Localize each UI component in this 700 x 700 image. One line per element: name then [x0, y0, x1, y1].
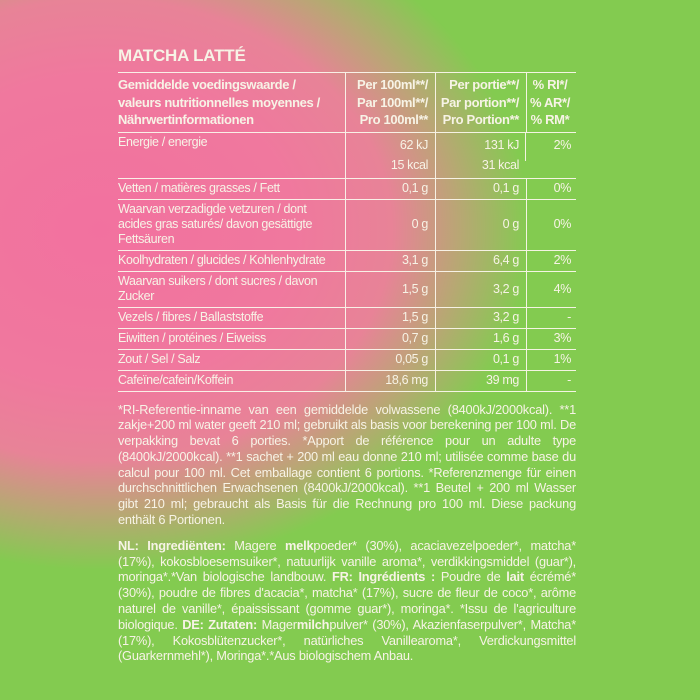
ri-percent-value: 0%	[526, 200, 576, 250]
nutrient-label: Waarvan verzadigde vetzuren / dont acides gras saturés/ davon gesättigte Fettsäuren	[118, 202, 313, 246]
ingredients-text	[118, 538, 576, 664]
ri-percent-value: 2%	[526, 251, 576, 271]
nutrient-label: Energie / energie	[118, 135, 208, 149]
header-line: Par portion**/	[440, 94, 519, 110]
ri-percent-value: 0%	[526, 179, 576, 199]
table-row	[118, 307, 576, 328]
table-row	[118, 250, 576, 271]
per-100ml-value: 0,05 g	[345, 350, 435, 370]
header-line: Pro 100ml**	[359, 112, 428, 127]
per-100ml-value: 0,1 g	[345, 179, 435, 199]
ingredient-segment: Magere	[234, 537, 286, 553]
per-portion-value: 3,2 g	[435, 308, 526, 328]
nutrition-table	[118, 72, 576, 392]
ingredient-segment: poeder* (30%), acaciavezelpoeder*, matcha* (17%), kokosbloesemsuiker*, natuurlijk vanille aroma*, verdikkingsmiddel (guar*), moringa*.*Van biologische landbouw.	[118, 537, 576, 585]
ri-percent-value: -	[526, 308, 576, 328]
nutrition-label	[118, 46, 576, 664]
header-line: Per 100ml**/	[357, 77, 428, 92]
table-row	[118, 199, 576, 250]
per-100ml-value: 62 kJ 15 kcal	[345, 133, 435, 178]
ingredient-segment-bold: lait	[506, 569, 524, 585]
table-row	[118, 370, 576, 391]
ingredient-segment: pulver* (30%), Akazienfaserpulver*, Matcha* (17%), Kokosblütenzucker*, natürliches Vanillearoma*, Verdickungsmittel (Guarkernmehl*), Moringa*.*Aus biologischem Anbau.	[118, 616, 576, 664]
table-row	[118, 271, 576, 307]
header-line: Gemiddelde voedingswaarde /	[118, 77, 296, 92]
per-portion-value: 39 mg	[435, 371, 526, 391]
ingredient-segment-bold: milch	[296, 616, 330, 632]
header-line: % RM*	[530, 112, 570, 127]
nutrient-label: Eiwitten / protéines / Eiweiss	[118, 331, 266, 345]
header-line: % AR*/	[529, 94, 571, 110]
header-ri-percent	[526, 73, 576, 132]
header-line: Par 100ml**/	[357, 94, 428, 110]
per-portion-value: 6,4 g	[435, 251, 526, 271]
header-nutrition-info	[118, 73, 345, 132]
ingredient-segment-bold: FR: Ingrédients :	[331, 569, 441, 585]
table-row	[118, 132, 576, 178]
ingredient-segment: écrémé* (30%), poudre de fibres d'acacia*, matcha* (17%), sucre de fleur de coco*, arôme naturel de vanille*, épaississant (gomme guar*), moringa*. *Issu de l'agriculture biologique.	[118, 569, 577, 632]
header-per-portion	[435, 73, 526, 132]
reference-footnote: *RI-Referentie-inname van een gemiddelde volwassene (8400kJ/2000kcal). **1 zakje+200 ml water geeft 210 ml; gebruikt als basis voor berekening per 100 ml. De verpakking bevat 6 porties. *Apport de référence pour un adulte type (8400kJ/2000kcal). **1 sachet + 200 ml eau donne 210 ml; utilisée comme base du calcul pour 100 ml. Cet emballage contient 6 portions. *Referenzmenge für einen durchschnittlichen Erwachsenen (8400kJ/2000kcal). **1 Beutel + 200 ml Wasser gibt 210 ml; gebraucht als Basis für die Rechnung pro 100 ml. Diese packung enthält 6 Portionen.	[118, 401, 576, 528]
product-title: MATCHA LATTÉ	[118, 46, 246, 65]
per-portion-value: 0,1 g	[435, 179, 526, 199]
ingredient-segment: Poudre de	[440, 569, 507, 585]
ri-percent-value: 2%	[526, 133, 576, 178]
table-row	[118, 178, 576, 199]
ri-percent-value: -	[526, 371, 576, 391]
nutrient-label: Koolhydraten / glucides / Kohlenhydrate	[118, 253, 326, 267]
header-line: Pro Portion**	[442, 112, 519, 127]
ri-percent-value: 1%	[526, 350, 576, 370]
table-row	[118, 328, 576, 349]
header-line: Per portie**/	[449, 77, 519, 92]
header-per-100ml	[345, 73, 435, 132]
per-portion-value: 1,6 g	[435, 329, 526, 349]
ri-percent-value: 3%	[526, 329, 576, 349]
nutrient-label: Cafeïne/cafein/Koffein	[118, 373, 234, 387]
ri-percent-value: 4%	[526, 272, 576, 307]
per-100ml-value: 0 g	[345, 200, 435, 250]
per-portion-value: 0 g	[435, 200, 526, 250]
ingredient-segment-bold: DE: Zutaten:	[182, 616, 262, 632]
per-100ml-value: 18,6 mg	[345, 371, 435, 391]
per-portion-value: 131 kJ 31 kcal	[435, 133, 526, 178]
header-line: valeurs nutritionnelles moyennes /	[118, 94, 320, 110]
per-100ml-value: 1,5 g	[345, 308, 435, 328]
ingredient-segment-bold: NL: Ingrediënten:	[118, 537, 235, 553]
header-line: Nährwertinformationen	[118, 112, 254, 127]
per-100ml-value: 0,7 g	[345, 329, 435, 349]
nutrient-label: Vezels / fibres / Ballaststoffe	[118, 310, 264, 324]
per-100ml-value: 1,5 g	[345, 272, 435, 307]
per-portion-value: 3,2 g	[435, 272, 526, 307]
ingredient-segment-bold: melk	[285, 537, 314, 553]
nutrient-label: Waarvan suikers / dont sucres / davon Zucker	[118, 274, 318, 303]
table-header-row	[118, 73, 576, 132]
header-line: % RI*/	[532, 77, 568, 92]
ingredient-segment: Mager	[261, 616, 297, 632]
nutrient-label: Vetten / matières grasses / Fett	[118, 181, 280, 195]
nutrient-label: Zout / Sel / Salz	[118, 352, 201, 366]
table-row	[118, 349, 576, 370]
per-100ml-value: 3,1 g	[345, 251, 435, 271]
per-portion-value: 0,1 g	[435, 350, 526, 370]
